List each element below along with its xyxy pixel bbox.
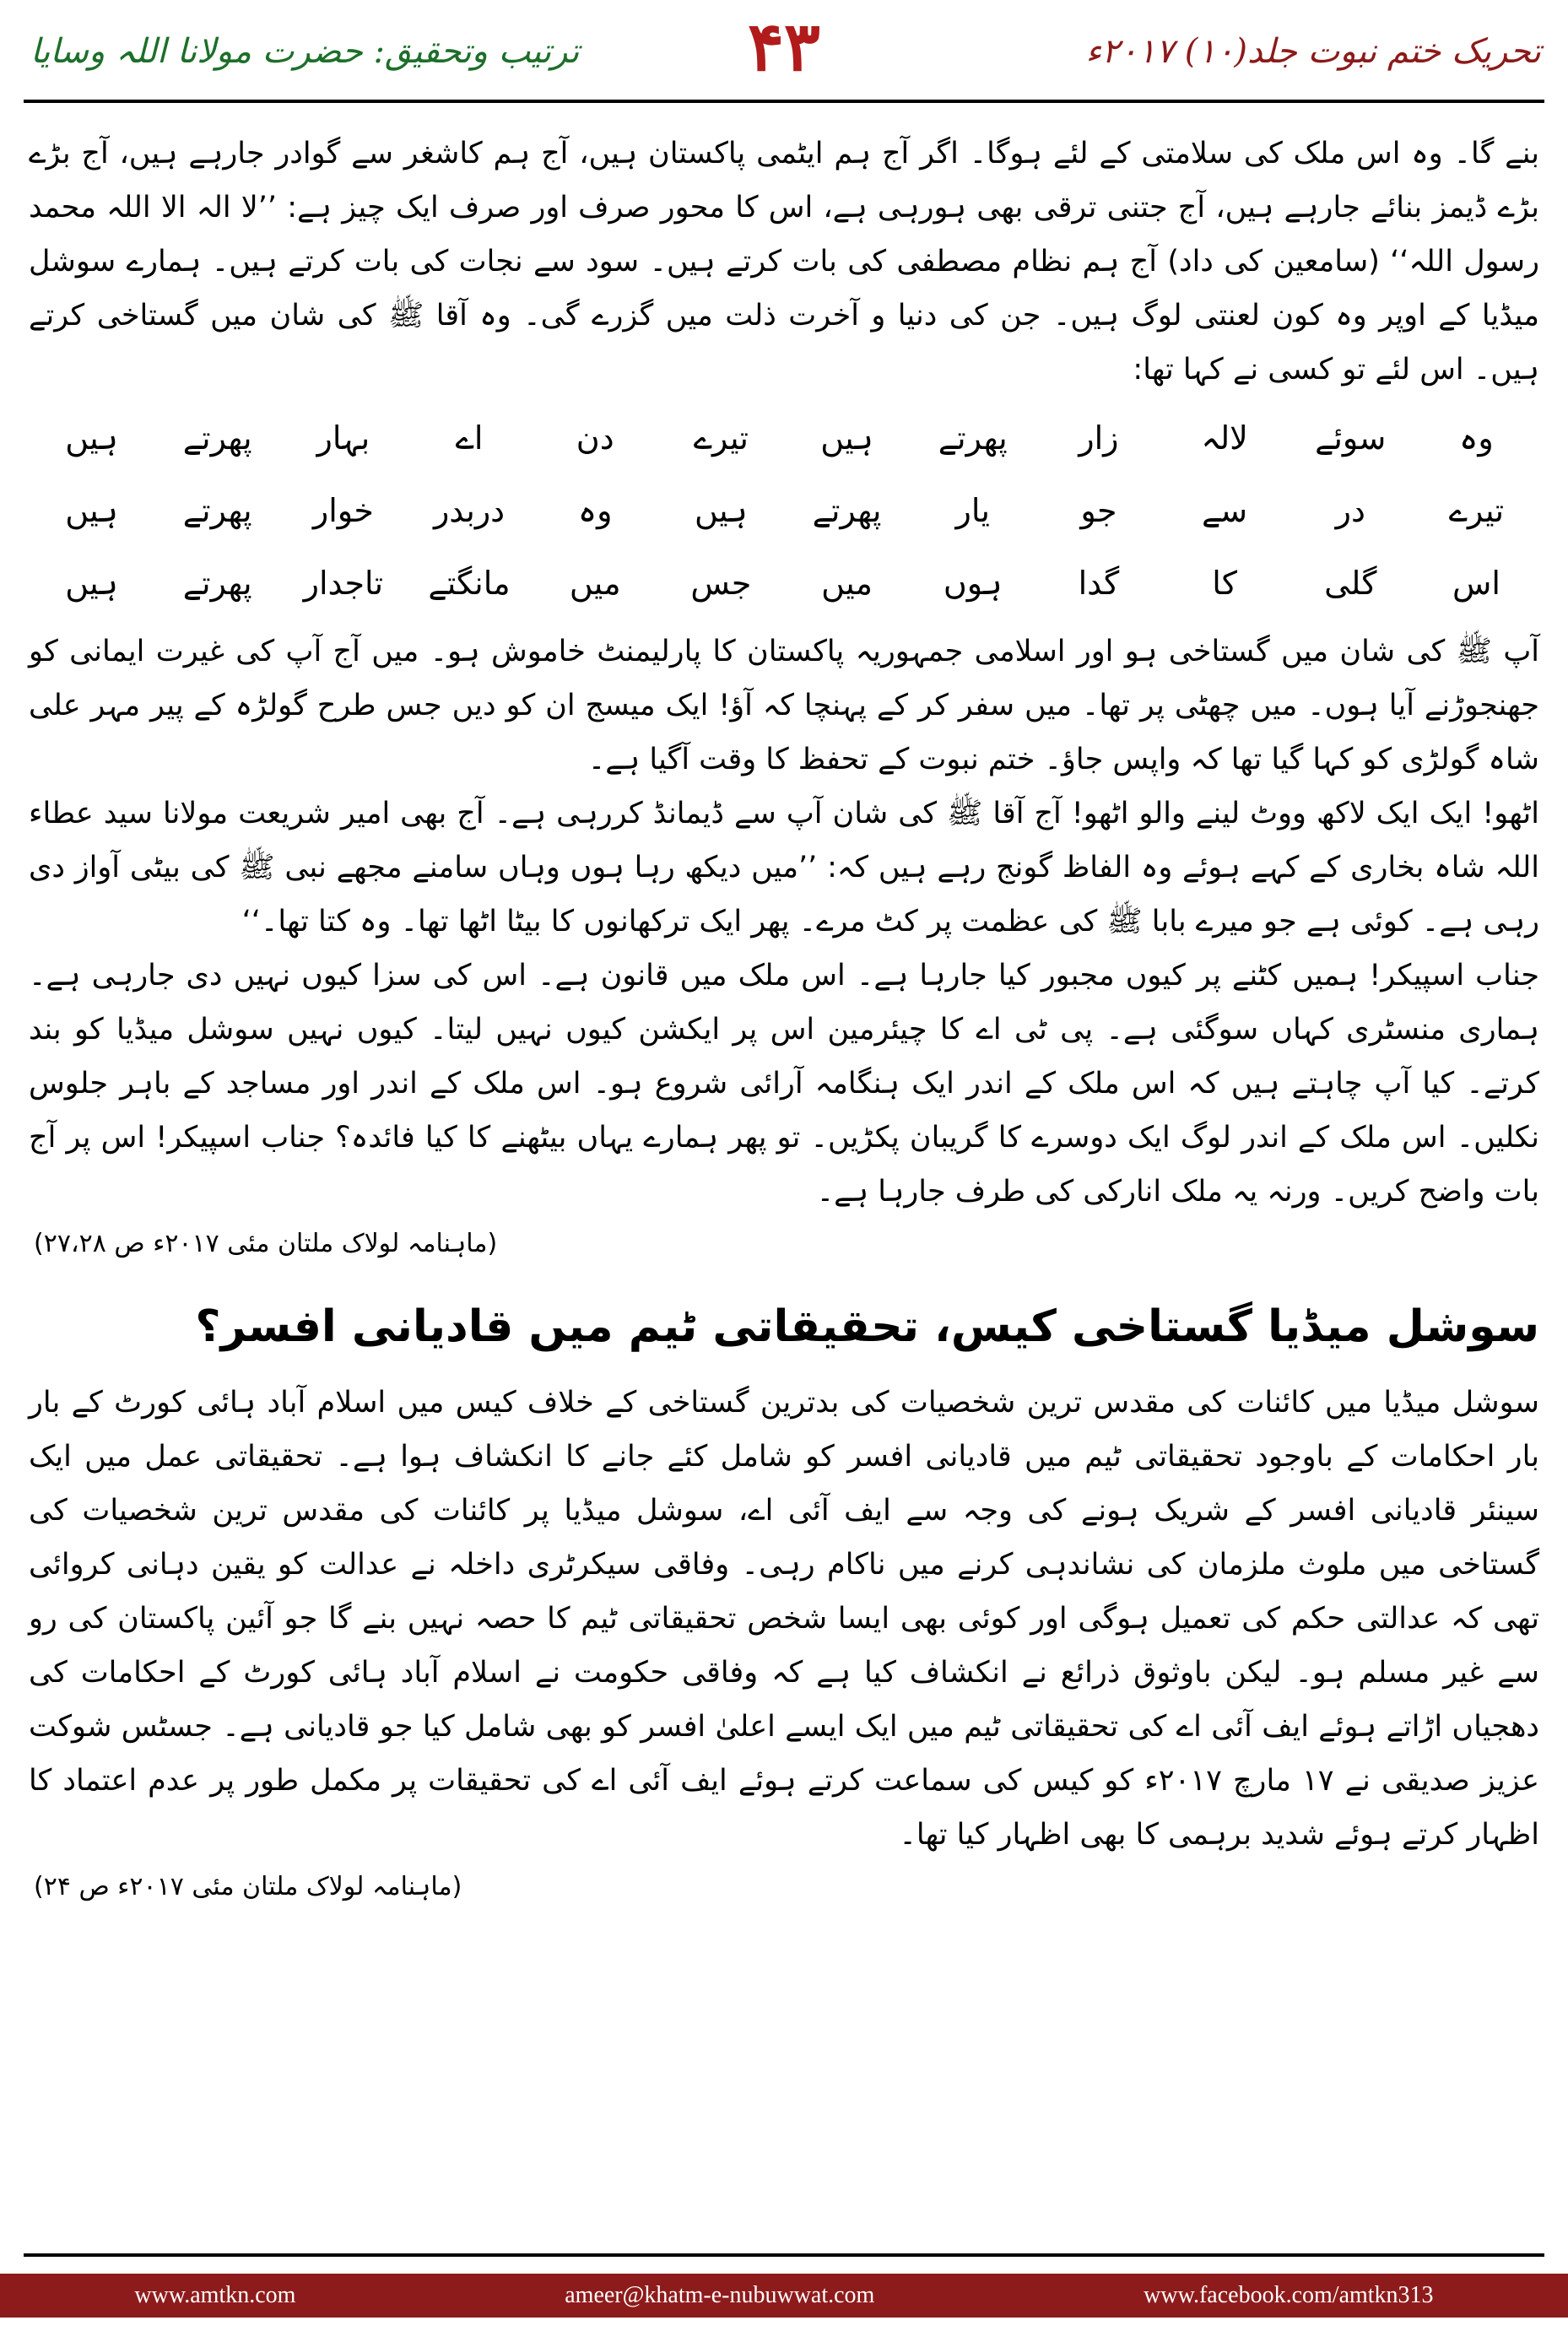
poem-word: یار [955, 492, 990, 529]
poem-word: زار [1079, 419, 1119, 457]
poem-word: ہیں [65, 419, 118, 457]
poem-word: کا [1212, 565, 1237, 602]
paragraph-1: بنے گا۔ وہ اس ملک کی سلامتی کے لئے ہوگا۔ اگر آج ہم ایٹمی پاکستان ہیں، آج ہم کاشغر سے گوادر جارہے ہیں، آج بڑے بڑے ڈیمز بنائے جارہے ہیں، آج جتنی ترقی بھی ہورہی ہے، اس کا محور صرف اور صرف ایک چیز ہے: ’’لا الہ الا اللہ محمد رسول اللہ‘‘ (سامعین کی داد) آج ہم نظام مصطفی کی بات کرتے ہیں۔ سود سے نجات کی بات کرتے ہیں۔ ہمارے سوشل میڈیا کے اوپر وہ کون لعنتی لوگ ہیں۔ جن کی دنیا و آخرت ذلت میں گزرے گی۔ وہ آقا ﷺ کی شان میں گستاخی کرتے ہیں۔ اس لئے تو کسی نے کہا تھا: [29, 137, 1539, 387]
paragraph-3: اٹھو! ایک ایک لاکھ ووٹ لینے والو اٹھو! آج آقا ﷺ کی شان آپ سے ڈیمانڈ کررہی ہے۔ آج بھی امیر شریعت مولانا سید عطاء اللہ شاہ بخاری کے کہے ہوئے وہ الفاظ گونج رہے ہیں کہ: ’’میں دیکھ رہا ہوں وہاں سامنے مجھے نبی ﷺ کی بیٹی آواز دی رہی ہے۔ کوئی ہے جو میرے بابا ﷺ کی عظمت پر کٹ مرے۔ پھر ایک ترکھانوں کا بیٹا اٹھا تھا۔ وہ کتا تھا۔‘‘ [29, 797, 1539, 938]
poem-word: ہوں [943, 565, 1003, 602]
poem-line-3 [29, 547, 1539, 619]
paragraph-2: آپ ﷺ کی شان میں گستاخی ہو اور اسلامی جمہوریہ پاکستان کا پارلیمنٹ خاموش ہو۔ میں آج آپ کی غیرت ایمانی کو جھنجوڑنے آیا ہوں۔ میں چھٹی پر تھا۔ میں سفر کر کے پہنچا کہ آؤ! ایک میسج ان کو دیں جس طرح گولڑہ کے پیر مہر علی شاہ گولڑی کو کہا گیا تھا کہ واپس جاؤ۔ ختم نبوت کے تحفظ کا وقت آگیا ہے۔ [29, 635, 1539, 776]
section-heading: سوشل میڈیا گستاخی کیس، تحقیقاتی ٹیم میں قادیانی افسر؟ [195, 1301, 1539, 1352]
header-rule [24, 100, 1544, 103]
footer-rule [24, 2253, 1544, 2257]
page-header [0, 0, 1568, 101]
poem-word: پھرتے [182, 419, 252, 457]
poem-word: اس [1452, 565, 1500, 602]
paragraph-5: سوشل میڈیا میں کائنات کی مقدس ترین شخصیات کی بدترین گستاخی کے خلاف کیس میں اسلام آباد ہائی کورٹ کے بار بار احکامات کے باوجود تحقیقاتی ٹیم میں قادیانی افسر کو شامل کئے جانے کا انکشاف ہوا ہے۔ تحقیقاتی عمل میں ایک سینئر قادیانی افسر کے شریک ہونے کی وجہ سے ایف آئی اے، سوشل میڈیا پر کائنات کی مقدس ترین شخصیات کی گستاخی میں ملوث ملزمان کی نشاندہی کرنے میں ناکام رہی۔ وفاقی سیکرٹری داخلہ نے عدالت کو یقین دہانی کروائی تھی کہ عدالتی حکم کی تعمیل ہوگی اور کوئی بھی ایسا شخص تحقیقاتی ٹیم کا حصہ نہیں بنے گا جو آئین پاکستان کی رو سے غیر مسلم ہو۔ لیکن باوثوق ذرائع نے انکشاف کیا ہے کہ وفاقی حکومت نے اسلام آباد ہائی کورٹ کے احکامات کی دھجیاں اڑاتے ہوئے ایف آئی اے کی تحقیقاتی ٹیم میں ایک ایسے اعلیٰ افسر کو بھی شامل کیا جو قادیانی ہے۔ جسٹس شوکت عزیز صدیقی نے ۱۷ مارچ ۲۰۱۷ء کو کیس کی سماعت کرتے ہوئے ایف آئی اے کی تحقیقات پر مکمل طور پر عدم اعتماد کا اظہار کرتے ہوئے شدید برہمی کا بھی اظہار کیا تھا۔ [29, 1386, 1539, 1852]
poem-word: تیرے [693, 419, 749, 457]
poem-word: ہیں [695, 492, 748, 529]
poem-word: گدا [1078, 565, 1120, 602]
citation-1: (ماہنامہ لولاک ملتان مئی ۲۰۱۷ء ص ۲۷،۲۸) [34, 1229, 498, 1258]
facebook-link[interactable]: www.facebook.com/amtkn313 [1144, 2282, 1434, 2308]
website-link[interactable]: www.amtkn.com [134, 2282, 296, 2308]
poem-word: در [1335, 492, 1365, 529]
poem-word: پھرتے [812, 492, 882, 529]
poem-word: لالہ [1201, 419, 1248, 457]
poem-word: جس [690, 565, 752, 602]
poem-word: جو [1080, 492, 1117, 529]
compiler-credit: ترتیب وتحقیق: حضرت مولانا اللہ وسایا [30, 32, 580, 71]
book-title: تحریک ختم نبوت جلد(۱۰) ۲۰۱۷ء [1085, 32, 1541, 71]
poem-word: ہیں [65, 565, 118, 602]
page-number: ۴۳ [748, 7, 820, 86]
poem-word: ہیں [65, 492, 118, 529]
poem-word: وہ [1459, 419, 1494, 457]
poem-word: دربدر [433, 492, 506, 529]
poem-word: پھرتے [182, 565, 252, 602]
page-footer [0, 2274, 1568, 2318]
poem-word: اے [455, 419, 484, 457]
poem-line-2 [29, 474, 1539, 547]
poem-word: ہیں [820, 419, 873, 457]
poem-word: سوئے [1315, 419, 1387, 457]
poem [29, 402, 1539, 619]
poem-word: مانگتے [428, 565, 511, 602]
poem-word: تیرے [1448, 492, 1505, 529]
poem-word: تاجدار [303, 565, 384, 602]
poem-word: سے [1202, 492, 1248, 529]
poem-word: خوار [312, 492, 374, 529]
poem-word: میں [569, 565, 621, 602]
poem-word: گلی [1324, 565, 1377, 602]
paragraph-4: جناب اسپیکر! ہمیں کٹنے پر کیوں مجبور کیا جارہا ہے۔ اس ملک میں قانون ہے۔ اس کی سزا کیوں نہیں دی جارہی ہے۔ ہماری منسٹری کہاں سوگئی ہے۔ پی ٹی اے کا چیئرمین اس پر ایکشن کیوں نہیں لیتا۔ کیوں نہیں سوشل میڈیا کو بند کرتے۔ کیا آپ چاہتے ہیں کہ اس ملک کے اندر ایک ہنگامہ آرائی شروع ہو۔ اس ملک کے اندر اور مساجد کے باہر جلوس نکلیں۔ اس ملک کے اندر لوگ ایک دوسرے کا گریبان پکڑیں۔ تو پھر ہمارے یہاں بیٹھنے کا کیا فائدہ؟ جناب اسپیکر! اس پر آج بات واضح کریں۔ ورنہ یہ ملک انارکی کی طرف جارہا ہے۔ [29, 959, 1539, 1209]
page-body [29, 127, 1539, 1912]
poem-word: وہ [577, 492, 613, 529]
citation-2: (ماہنامہ لولاک ملتان مئی ۲۰۱۷ء ص ۲۴) [34, 1872, 462, 1901]
poem-word: پھرتے [182, 492, 252, 529]
poem-word: میں [821, 565, 873, 602]
poem-line-1 [29, 402, 1539, 474]
poem-word: بہار [316, 419, 370, 457]
poem-word: دن [576, 419, 614, 457]
poem-word: پھرتے [938, 419, 1008, 457]
email-link[interactable]: ameer@khatm-e-nubuwwat.com [565, 2282, 875, 2308]
